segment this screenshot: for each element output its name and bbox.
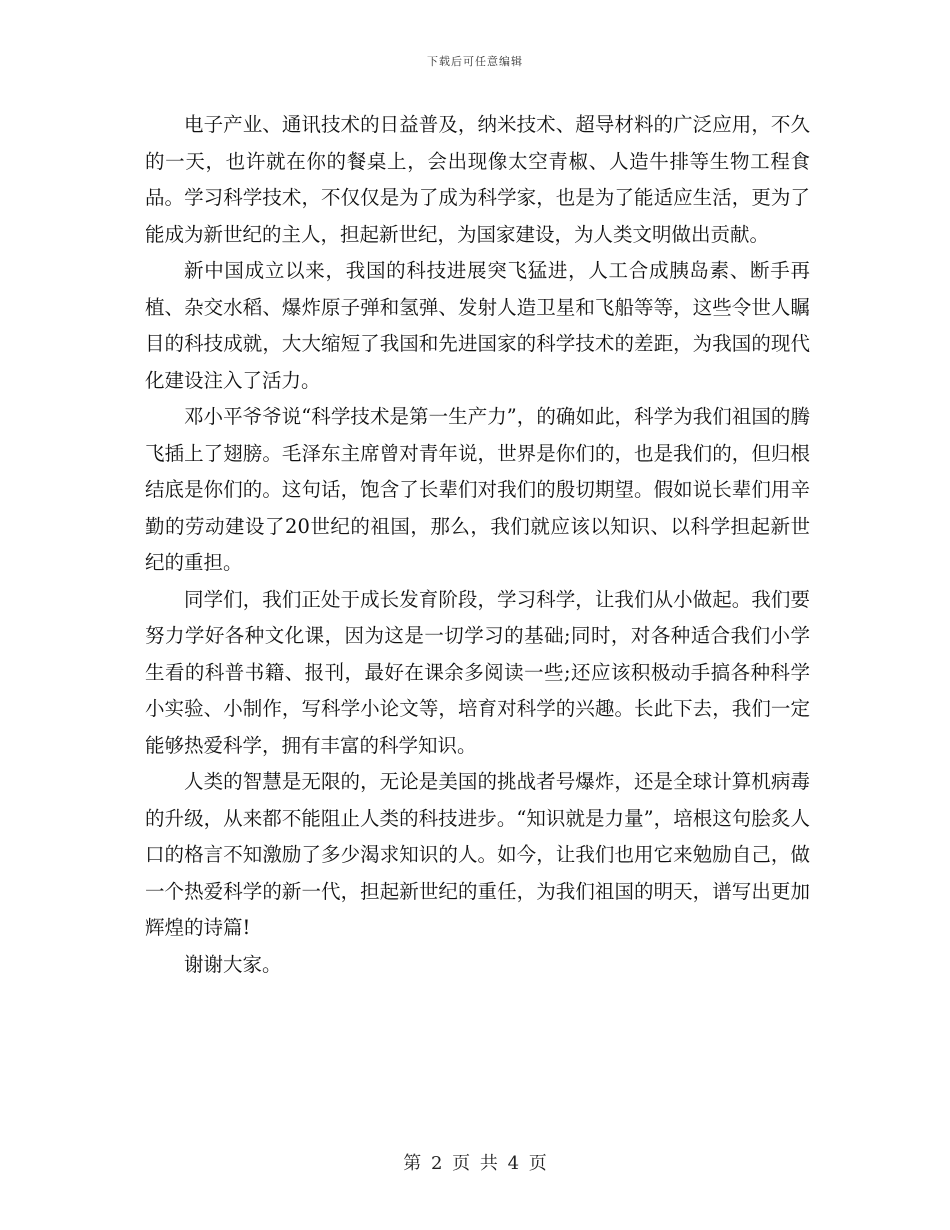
paragraph-3: 邓小平爷爷说“科学技术是第一生产力”，的确如此，科学为我们祖国的腾飞插上了翅膀。毛泽东主席曾对青年说，世界是你们的，也是我们的，但归根结底是你们的。这句话，饱含了长辈们对我们的殷切期望。假如说长辈们用辛勤的劳动建设了20世纪的祖国，那么，我们就应该以知识、以科学担起新世纪的重担。 [145,405,810,574]
paragraph-6: 谢谢大家。 [184,952,282,976]
paragraph-2: 新中国成立以来，我国的科技进展突飞猛进，人工合成胰岛素、断手再植、杂交水稻、爆炸原子弹和氢弹、发射人造卫星和飞船等等，这些令世人瞩目的科技成就，大大缩短了我国和先进国家的科学技术的差距，为我国的现代化建设注入了活力。 [145,259,810,392]
body-text [145,107,810,983]
page-header: 下载后可任意编辑 [427,55,523,68]
paragraph-4: 同学们，我们正处于成长发育阶段，学习科学，让我们从小做起。我们要努力学好各种文化课，因为这是一切学习的基础;同时，对各种适合我们小学生看的科普书籍、报刊，最好在课余多阅读一些;还应该积极动手搞各种科学小实验、小制作，写科学小论文等，培育对科学的兴趣。长此下去，我们一定能够热爱科学，拥有丰富的科学知识。 [145,587,810,757]
paragraph-5: 人类的智慧是无限的，无论是美国的挑战者号爆炸，还是全球计算机病毒的升级，从来都不能阻止人类的科技进步。“知识就是力量”，培根这句脍炙人口的格言不知激励了多少渴求知识的人。如今，让我们也用它来勉励自己，做一个热爱科学的新一代，担起新世纪的重任，为我们祖国的明天，谱写出更加辉煌的诗篇! [145,770,810,939]
paragraph-1: 电子产业、通讯技术的日益普及，纳米技术、超导材料的广泛应用，不久的一天，也许就在你的餐桌上，会出现像太空青椒、人造牛排等生物工程食品。学习科学技术，不仅仅是为了成为科学家，也是为了能适应生活，更为了能成为新世纪的主人，担起新世纪，为国家建设，为人类文明做出贡献。 [145,113,810,246]
page-number: 第 2 页 共 4 页 [403,1153,547,1174]
